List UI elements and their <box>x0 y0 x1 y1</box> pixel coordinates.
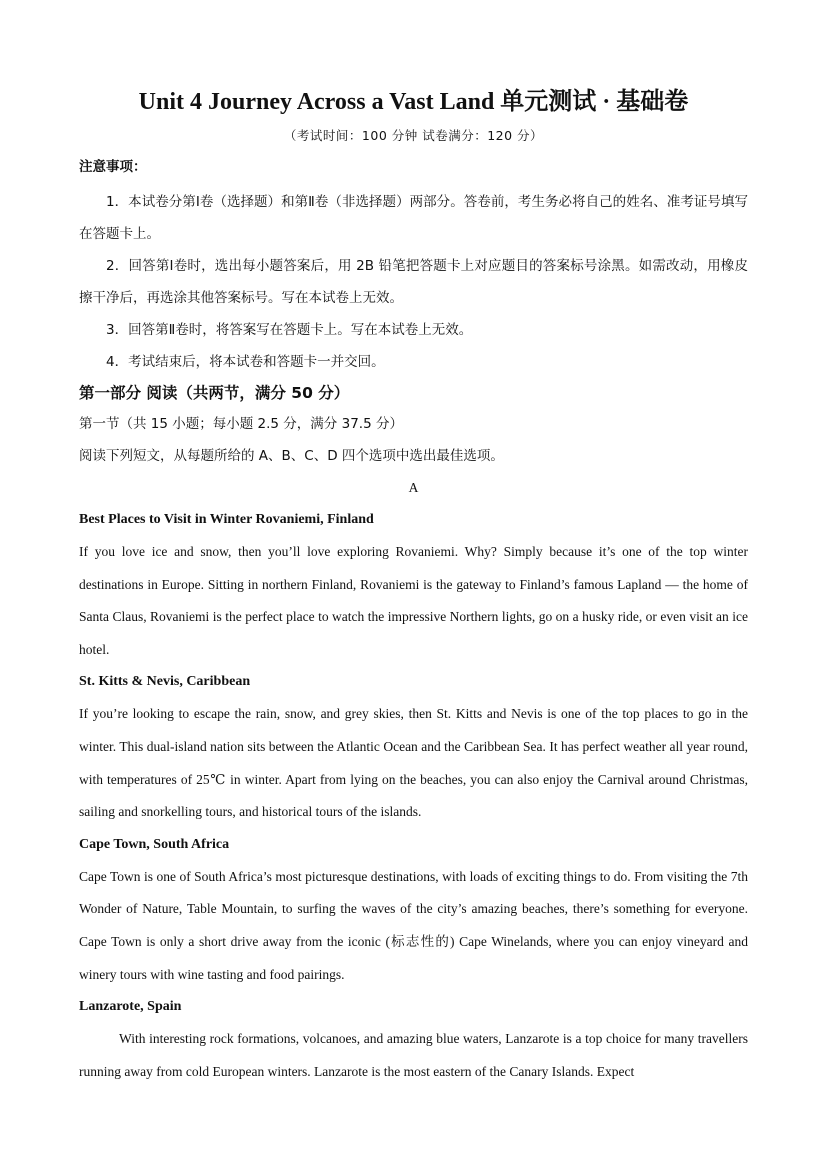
notice-item-3: 3．回答第Ⅱ卷时，将答案写在答题卡上。写在本试卷上无效。 <box>106 322 473 338</box>
section-heading-rovaniemi: Best Places to Visit in Winter Rovaniemi, Finland <box>79 512 374 527</box>
notice-heading: 注意事项： <box>79 159 147 175</box>
paragraph-rovaniemi: If you love ice and snow, then you’ll love exploring Rovaniemi. Why? Simply because it’s one of the top winter destinations in Europe. Sitting in northern Finland, Rovaniemi is the gateway to Finland’s famous Lapland — the home of Santa Claus, Rovaniemi is the perfect place to watch the impressive Northern lights, go on a husky ride, or even visit an ice hotel. <box>79 544 748 657</box>
paragraph-lanzarote: With interesting rock formations, volcanoes, and amazing blue waters, Lanzarote is a top choice for many travellers running away from cold European winters. Lanzarote is the most eastern of the Canary Islands. Expect <box>79 1031 748 1079</box>
exam-info: （考试时间：100 分钟 试卷满分：120 分） <box>283 128 544 143</box>
page-title: Unit 4 Journey Across a Vast Land 单元测试 · 基础卷 <box>138 89 689 115</box>
notice-item-1: 1．本试卷分第Ⅰ卷（选择题）和第Ⅱ卷（非选择题）两部分。答卷前，考生务必将自己的姓名、准考证号填写在答题卡上。 <box>79 194 748 242</box>
section-heading-lanzarote: Lanzarote, Spain <box>79 999 182 1015</box>
section-heading-st-kitts: St. Kitts & Nevis, Caribbean <box>79 674 251 690</box>
reading-instruction: 阅读下列短文，从每题所给的 A、B、C、D 四个选项中选出最佳选项。 <box>79 448 504 464</box>
paragraph-cape-town: Cape Town is one of South Africa’s most picturesque destinations, with loads of exciting things to do. From visiting the 7th Wonder of Nature, Table Mountain, to surfing the waves of the city’s amazing beaches, there’s something for everyone. Cape Town is only a short drive away from the iconic (标志性的) Cape Winelands, where you can enjoy vineyard and winery tours with wine tasting and food pairings. <box>79 868 748 982</box>
section-one-info: 第一节（共 15 小题；每小题 2.5 分，满分 37.5 分） <box>79 416 403 432</box>
paragraph-st-kitts: If you’re looking to escape the rain, snow, and grey skies, then St. Kitts and Nevis is one of the top places to go in the winter. This dual-island nation sits between the Atlantic Ocean and the Caribbean Sea. It has perfect weather all year round, with temperatures of 25℃ in winter. Apart from lying on the beaches, you can also enjoy the Carnival around Christmas, sailing and snorkelling tours, and historical tours of the islands. <box>79 706 748 820</box>
notice-item-4: 4．考试结束后，将本试卷和答题卡一并交回。 <box>106 354 385 370</box>
section-heading-cape-town: Cape Town, South Africa <box>79 836 230 852</box>
notice-item-2: 2．回答第Ⅰ卷时，选出每小题答案后，用 2B 铅笔把答题卡上对应题目的答案标号涂黑。如需改动，用橡皮擦干净后，再选涂其他答案标号。写在本试卷上无效。 <box>79 258 748 306</box>
passage-letter: A <box>408 480 419 495</box>
part-one-heading: 第一部分 阅读（共两节，满分 50 分） <box>79 384 350 402</box>
